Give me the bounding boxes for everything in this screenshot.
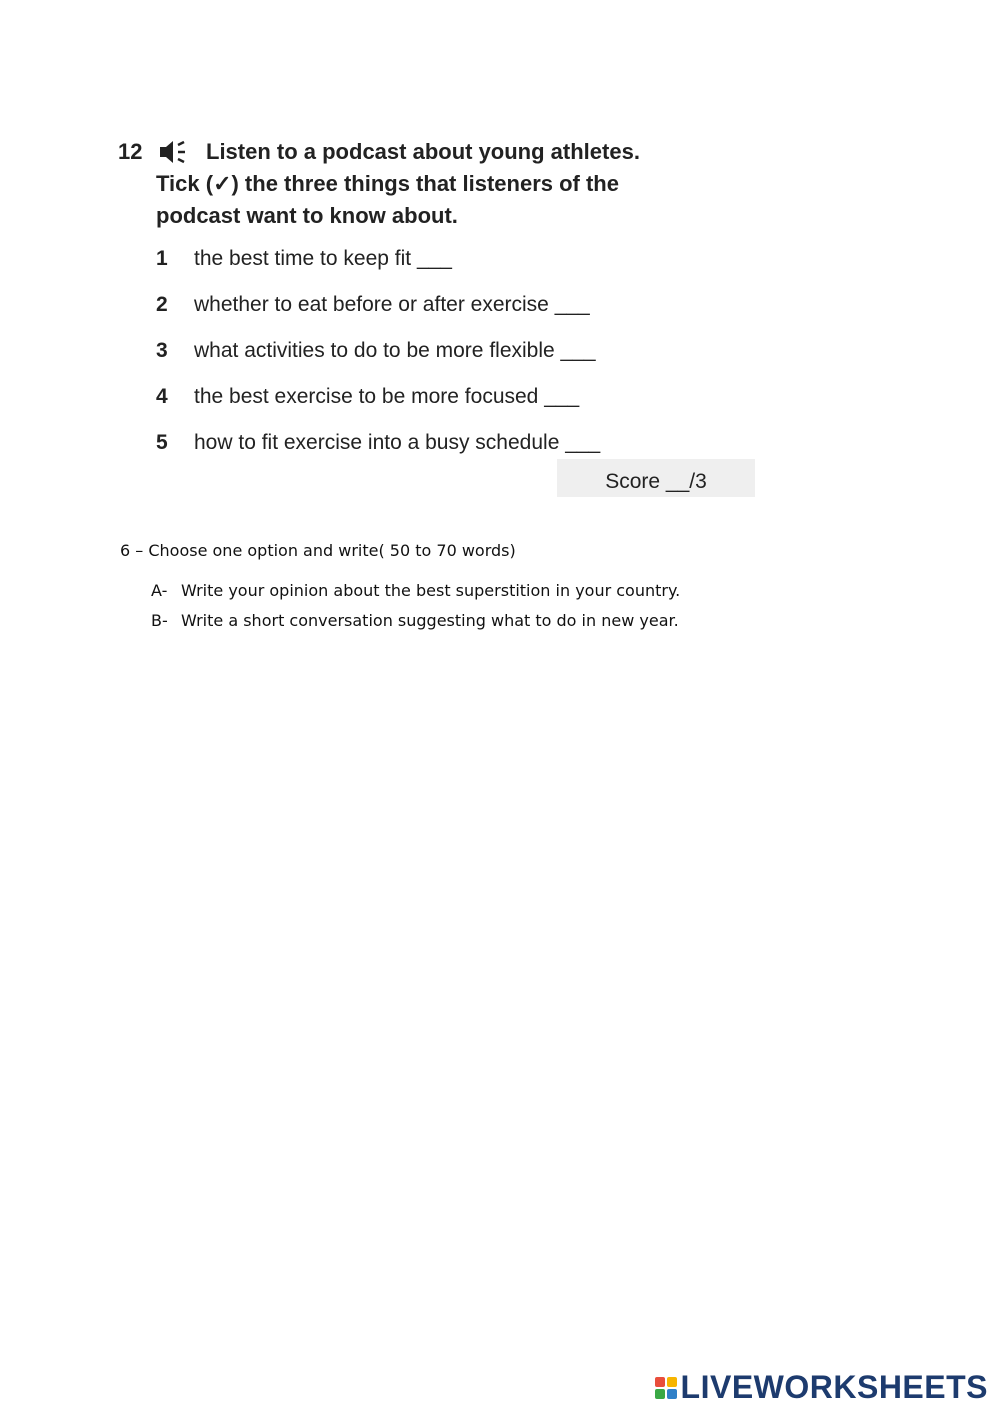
item-number: 2 xyxy=(156,293,168,316)
question-12 xyxy=(118,136,758,454)
instruction-line-3: podcast want to know about. xyxy=(156,203,458,228)
option-text: Write a short conversation suggesting what to do in new year. xyxy=(181,611,679,630)
item-text[interactable]: how to fit exercise into a busy schedule ___ xyxy=(194,431,601,454)
instruction-line-2: Tick (✓) the three things that listeners of the xyxy=(156,171,619,196)
item-text[interactable]: the best exercise to be more focused ___ xyxy=(194,385,580,408)
liveworksheets-logo[interactable] xyxy=(655,1369,988,1406)
question-instruction xyxy=(156,136,716,232)
item-number: 3 xyxy=(156,339,168,362)
tick-list xyxy=(156,244,736,474)
option-list xyxy=(120,579,820,633)
item-text[interactable]: whether to eat before or after exercise ___ xyxy=(194,293,590,316)
question-number: 12 xyxy=(118,139,143,164)
option-item xyxy=(151,579,820,603)
option-letter: B- xyxy=(151,611,168,630)
task-6-title: 6 – Choose one option and write( 50 to 70 words) xyxy=(120,541,516,560)
instruction-line-1: Listen to a podcast about young athletes. xyxy=(206,139,640,164)
brand-name: LIVEWORKSHEETS xyxy=(680,1369,988,1405)
list-item xyxy=(156,244,736,290)
item-text[interactable]: what activities to do to be more flexible ___ xyxy=(194,339,596,362)
list-item xyxy=(156,290,736,336)
option-letter: A- xyxy=(151,581,168,600)
score-box: Score __/3 xyxy=(557,459,755,497)
option-text: Write your opinion about the best superstition in your country. xyxy=(181,581,681,600)
item-number: 1 xyxy=(156,247,168,270)
task-6 xyxy=(120,539,820,639)
list-item xyxy=(156,382,736,428)
item-number: 5 xyxy=(156,431,168,454)
item-number: 4 xyxy=(156,385,168,408)
list-item xyxy=(156,336,736,382)
item-text[interactable]: the best time to keep fit ___ xyxy=(194,247,452,270)
logo-squares-icon xyxy=(655,1377,677,1399)
option-item xyxy=(151,609,820,633)
